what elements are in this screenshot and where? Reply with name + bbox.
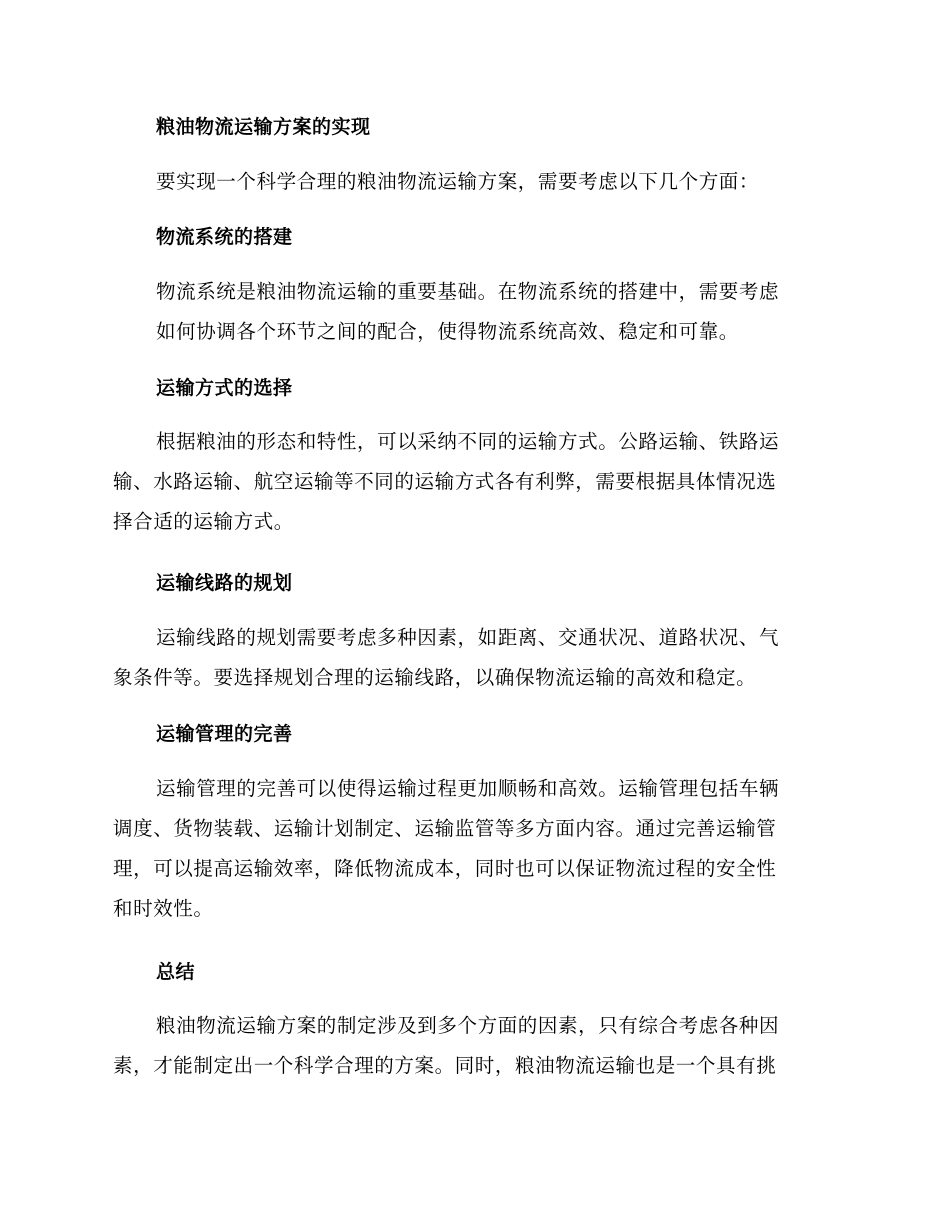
section-heading-summary: 总结 [156, 961, 196, 983]
paragraph-line: 和时效性。 [113, 897, 214, 920]
paragraph-line: 要实现一个科学合理的粮油物流运输方案，需要考虑以下几个方面： [156, 170, 760, 193]
section-heading-implementation: 粮油物流运输方案的实现 [156, 116, 371, 138]
paragraph-line: 运输管理的完善可以使得运输过程更加顺畅和高效。运输管理包括车辆 [156, 777, 780, 800]
paragraph-line: 粮油物流运输方案的制定涉及到多个方面的因素，只有综合考虑各种因 [156, 1014, 780, 1037]
paragraph-line: 物流系统是粮油物流运输的重要基础。在物流系统的搭建中，需要考虑 [156, 280, 780, 303]
paragraph-line: 根据粮油的形态和特性，可以采纳不同的运输方式。公路运输、铁路运 [156, 430, 780, 453]
paragraph-line: 素，才能制定出一个科学合理的方案。同时，粮油物流运输也是一个具有挑 [113, 1054, 777, 1077]
paragraph-line: 理，可以提高运输效率，降低物流成本，同时也可以保证物流过程的安全性 [113, 857, 777, 880]
section-heading-transport-mode: 运输方式的选择 [156, 377, 293, 399]
section-heading-logistics-system: 物流系统的搭建 [156, 226, 293, 248]
section-paragraph-logistics-system [113, 272, 833, 352]
paragraph-line: 运输线路的规划需要考虑多种因素，如距离、交通状况、道路状况、气 [156, 626, 780, 649]
section-heading-transport-management: 运输管理的完善 [156, 723, 293, 745]
paragraph-line: 如何协调各个环节之间的配合，使得物流系统高效、稳定和可靠。 [156, 320, 739, 343]
paragraph-line: 调度、货物装载、运输计划制定、运输监管等多方面内容。通过完善运输管 [113, 817, 777, 840]
section-paragraph-implementation [113, 162, 833, 202]
section-heading-route-planning: 运输线路的规划 [156, 572, 293, 594]
section-paragraph-transport-mode [113, 422, 833, 542]
paragraph-line: 输、水路运输、航空运输等不同的运输方式各有利弊，需要根据具体情况选 [113, 470, 777, 493]
paragraph-line: 择合适的运输方式。 [113, 510, 294, 533]
section-paragraph-route-planning [113, 618, 833, 698]
section-paragraph-summary [113, 1006, 833, 1086]
paragraph-line: 象条件等。要选择规划合理的运输线路，以确保物流运输的高效和稳定。 [113, 666, 757, 689]
section-paragraph-transport-management [113, 769, 833, 929]
